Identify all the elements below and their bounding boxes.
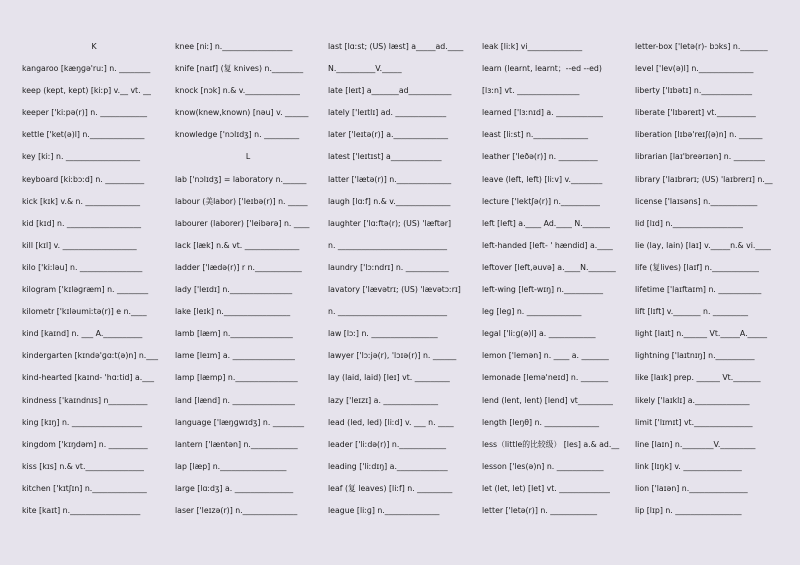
- vocabulary-entry: kiss [kɪs] n.& vt._______________: [22, 461, 144, 471]
- vocabulary-entry: lawyer ['lɔːjə(r), 'lɔɪə(r)] n. ______: [328, 351, 457, 361]
- vocabulary-entry: lion ['laɪən] n._______________: [635, 483, 748, 493]
- vocabulary-entry: language ['læŋɡwɪdʒ] n. ________: [175, 417, 305, 427]
- column-4: [482, 36, 628, 522]
- vocabulary-entry: kettle ['ket(ə)l] n.______________: [22, 130, 145, 140]
- vocabulary-entry: labour (美labor) ['leɪbə(r)] n. _____: [175, 196, 308, 206]
- vocabulary-entry: lack [læk] n.& vt. ______________: [175, 240, 300, 250]
- vocabulary-entry: knife [naɪf] (复 knives) n.________: [175, 64, 304, 74]
- vocabulary-entry: latest ['leɪtɪst] a_____________: [328, 152, 442, 162]
- vocabulary-entry: last [lɑːst; (US) læst] a_____ad.____: [328, 42, 464, 51]
- vocabulary-entry: kilo ['kiːləu] n. ________________: [22, 262, 143, 272]
- vocabulary-entry: line [laɪn] n.________V._________: [635, 439, 756, 449]
- vocabulary-entry: legal ['liːɡ(ə)l] a. ____________: [482, 329, 596, 339]
- vocabulary-entry: liberate ['lɪbəreɪt] vt.__________: [635, 108, 756, 118]
- vocabulary-entry: lead (led, led) [liːd] v. ___ n. ____: [328, 417, 454, 427]
- vocabulary-entry: key [kiː] n. ___________________: [22, 152, 140, 162]
- vocabulary-entry: least [liːst] n.______________: [482, 130, 588, 140]
- vocabulary-entry: ladder ['lædə(r)] r n.____________: [175, 262, 302, 272]
- vocabulary-entry: N.__________V._____: [328, 64, 402, 74]
- vocabulary-entry: knock [nɔk] n.& v.______________: [175, 86, 300, 96]
- vocabulary-entry: likely ['laɪklɪ] a.______________: [635, 395, 750, 405]
- vocabulary-entry: lifetime ['laɪftaɪm] n. ___________: [635, 285, 762, 295]
- vocabulary-entry: latter ['lætə(r)] n.______________: [328, 174, 452, 184]
- vocabulary-entry: laugh [lɑːf] n.& v.______________: [328, 196, 451, 206]
- vocabulary-entry: lavatory ['lævətrɪ; (US) 'lævətɔːrɪ]: [328, 285, 461, 295]
- vocabulary-entry: leave (left, left) [liːv] v.________: [482, 174, 603, 184]
- vocabulary-entry: kitchen ['kɪtʃɪn] n.______________: [22, 483, 147, 493]
- vocabulary-entry: link [lɪŋk] v. _______________: [635, 461, 742, 471]
- vocabulary-entry: lately ['leɪtlɪ] ad. _____________: [328, 108, 447, 118]
- vocabulary-entry: kid [kɪd] n. ___________________: [22, 218, 142, 228]
- vocabulary-entry: lazy ['leɪzɪ] a. ______________: [328, 395, 438, 405]
- vocabulary-entry: laughter ['lɑːftə(r); (US) 'læftər]: [328, 218, 451, 228]
- vocabulary-entry: n. ____________________________: [328, 307, 448, 317]
- vocabulary-entry: later ['leɪtə(r)] a.______________: [328, 130, 449, 140]
- vocabulary-entry: kingdom ['kɪŋdəm] n. __________: [22, 439, 148, 449]
- vocabulary-entry: less（little的比较级） [les] a.& ad.__: [482, 439, 620, 449]
- vocabulary-entry: liberty ['lɪbətɪ] n._____________: [635, 86, 753, 96]
- vocabulary-entry: league [liːɡ] n.______________: [328, 505, 440, 515]
- vocabulary-entry: length [leŋθ] n. ______________: [482, 417, 600, 427]
- vocabulary-entry: lemon ['lemən] n. ____ a. _______: [482, 351, 609, 361]
- vocabulary-entry: kind [kaɪnd] n. ___ A.__________: [22, 329, 143, 339]
- vocabulary-entry: lift [lɪft] v._______ n. _________: [635, 307, 749, 317]
- vocabulary-entry: learn (learnt, learnt；--ed --ed): [482, 64, 602, 74]
- vocabulary-entry: kite [kaɪt] n.__________________: [22, 505, 141, 515]
- vocabulary-entry: kilometr ['kɪləumiːtə(r)] e n.____: [22, 307, 147, 317]
- vocabulary-entry: lie (lay, lain) [laɪ] v._____n.& vi.____: [635, 240, 771, 250]
- vocabulary-entry: kindness ['kaɪndnɪs] n__________: [22, 395, 148, 405]
- vocabulary-entry: kindergarten [kɪndə'ɡɑːt(ə)n] n.___: [22, 351, 158, 361]
- column-5: [635, 36, 781, 522]
- vocabulary-entry: leftover [left,əuvə] a.____N._______: [482, 262, 616, 272]
- vocabulary-entry: lamp [læmp] n.________________: [175, 373, 298, 383]
- vocabulary-entry: [lɜːn] vt. ________________: [482, 86, 580, 96]
- vocabulary-entry: kind-hearted [kaɪnd- 'hɑːtid] a.___: [22, 373, 154, 383]
- vocabulary-entry: lake [leɪk] n._________________: [175, 307, 291, 317]
- vocabulary-entry: laundry ['lɔːndrɪ] n. ___________: [328, 262, 449, 272]
- vocabulary-entry: leak [liːk] vi______________: [482, 42, 583, 51]
- vocabulary-entry: land [lænd] n. ________________: [175, 395, 295, 405]
- vocabulary-entry: leading ['liːdɪŋ] a._____________: [328, 461, 448, 471]
- vocabulary-entry: lady ['leɪdɪ] n.________________: [175, 285, 293, 295]
- vocabulary-entry: life (复lives) [laɪf] n.____________: [635, 262, 759, 272]
- vocabulary-entry: left [left] a.____ Ad.____ N._______: [482, 218, 610, 228]
- vocabulary-entry: kick [kɪk] v.& n. ______________: [22, 196, 140, 206]
- vocabulary-entry: knowledge ['nɔlɪdʒ] n. _________: [175, 130, 300, 140]
- vocabulary-entry: leader ['liːdə(r)] n.____________: [328, 439, 447, 449]
- vocabulary-entry: kill [kɪl] v. ___________________: [22, 240, 137, 250]
- vocabulary-entry: lightning ['laɪtnɪŋ] n.__________: [635, 351, 755, 361]
- vocabulary-entry: like [laɪk] prep. ______ Vt._______: [635, 373, 761, 383]
- vocabulary-entry: license ['laɪsəns] n.____________: [635, 196, 758, 206]
- vocabulary-entry: lamb [læm] n.________________: [175, 329, 293, 339]
- vocabulary-entry: light [laɪt] n.______ Vt._____A._____: [635, 329, 768, 339]
- vocabulary-entry: lap [læp] n._________________: [175, 461, 287, 471]
- vocabulary-entry: learned ['lɜːnɪd] a. ____________: [482, 108, 603, 118]
- column-3: [328, 36, 476, 522]
- vocabulary-entry: keeper ['kiːpə(r)] n. ____________: [22, 108, 147, 118]
- vocabulary-entry: late [leɪt] a_______ad___________: [328, 86, 452, 96]
- vocabulary-entry: kilogram ['kɪləɡræm] n. ________: [22, 285, 149, 295]
- vocabulary-entry: lemonade [lemə'neɪd] n. _______: [482, 373, 609, 383]
- vocabulary-entry: lab ['nɔlɪdʒ] = laboratory n.______: [175, 174, 307, 184]
- vocabulary-entry: lip [lɪp] n. _________________: [635, 505, 742, 515]
- section-letter-heading: K: [91, 42, 97, 51]
- vocabulary-entry: level ['lev(ə)l] n.______________: [635, 64, 754, 74]
- vocabulary-entry: lantern ['læntən] n.____________: [175, 439, 298, 449]
- vocabulary-entry: lay (laid, laid) [leɪ] vt. _________: [328, 373, 450, 383]
- vocabulary-entry: knee [niː] n.__________________: [175, 42, 293, 51]
- vocabulary-entry: king [kɪŋ] n. __________________: [22, 417, 143, 427]
- vocabulary-entry: keyboard [kiːbɔːd] n. __________: [22, 174, 145, 184]
- vocabulary-entry: letter-box ['letə(r)- bɔks] n._______: [635, 42, 768, 51]
- vocabulary-entry: lesson ['les(ə)n] n. ____________: [482, 461, 604, 471]
- vocabulary-entry: liberation [lɪbə'reɪʃ(ə)n] n. ______: [635, 130, 763, 140]
- vocabulary-entry: lid [lɪd] n.__________________: [635, 218, 743, 228]
- vocabulary-entry: law [lɔː] n. _________________: [328, 329, 438, 339]
- vocabulary-entry: left-wing [left-wɪŋ] n.__________: [482, 285, 603, 295]
- vocabulary-entry: large [lɑːdʒ] a. _______________: [175, 483, 294, 493]
- vocabulary-entry: library ['laɪbrərɪ; (US) 'laɪbrerɪ] n.__: [635, 174, 773, 184]
- section-letter-heading: L: [245, 152, 251, 162]
- vocabulary-entry: lend (lent, lent) [lend] vt_________: [482, 395, 613, 405]
- vocabulary-entry: lame [leɪm] a. ________________: [175, 351, 295, 361]
- vocabulary-entry: limit ['lɪmɪt] vt._______________: [635, 417, 753, 427]
- vocabulary-entry: keep (kept, kept) [kiːp] v.__ vt. __: [22, 86, 151, 96]
- vocabulary-entry: leaf (复 leaves) [liːf] n. _________: [328, 483, 453, 493]
- vocabulary-entry: kangaroo [kæŋɡə'ruː] n. ________: [22, 64, 151, 74]
- vocabulary-entry: know(knew,known) [nəu] v. ______: [175, 108, 309, 118]
- vocabulary-entry: laser ['leɪzə(r)] n.______________: [175, 505, 298, 515]
- vocabulary-entry: labourer (laborer) ['leibərə] n. ____: [175, 218, 310, 228]
- column-1: [22, 36, 166, 522]
- vocabulary-entry: let (let, let) [let] vt. _____________: [482, 483, 610, 493]
- vocabulary-entry: lecture ['lektʃə(r)] n.__________: [482, 196, 600, 206]
- vocabulary-entry: n. ____________________________: [328, 240, 448, 250]
- vocabulary-entry: leg [leɡ] n. ______________: [482, 307, 582, 317]
- vocabulary-entry: left-handed [left- ' hændid] a.____: [482, 240, 613, 250]
- column-2: [175, 36, 321, 522]
- vocabulary-entry: leather ['leðə(r)] n. __________: [482, 152, 598, 162]
- vocabulary-entry: librarian [laɪ'breərɪən] n. ________: [635, 152, 765, 162]
- vocabulary-entry: letter ['letə(r)] n. ____________: [482, 505, 598, 515]
